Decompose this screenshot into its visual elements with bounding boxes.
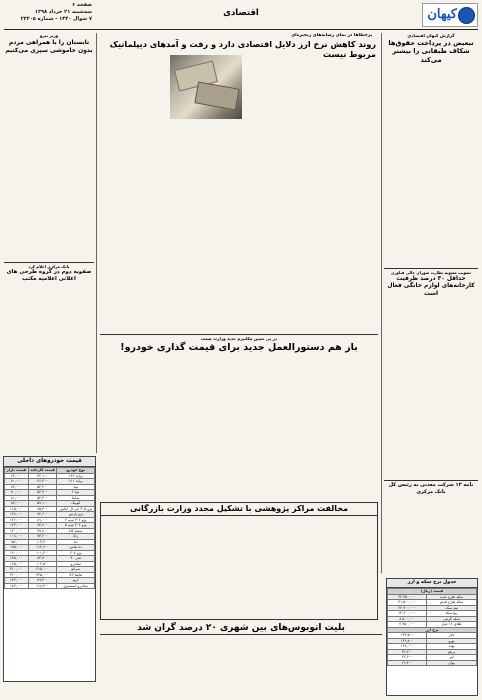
story-headline: حداقل ۳۰ درصد ظرفیت کارخانه‌های لوازم خانگی فعال است — [387, 275, 475, 297]
table-row — [5, 583, 95, 589]
table-cell: ۷۳,۲۰۰ — [28, 534, 57, 540]
table-cell: ۱۱۵,۰۰۰ — [5, 506, 29, 512]
table-cell: ۱۲۸,۰۰۰ — [5, 512, 29, 518]
table-cell: ۹۳,۸۰۰ — [28, 523, 57, 529]
car-price-grid — [4, 467, 95, 589]
table-cell: ربع سکه — [427, 611, 477, 617]
banknote-image — [194, 82, 239, 111]
table-cell: دنا — [57, 539, 95, 545]
table-cell: ۸۲,۶۰۰ — [28, 512, 57, 518]
table-cell: ساندرو — [57, 561, 95, 567]
table-cell: ۱۳۲,۰۰۰ — [5, 578, 29, 584]
masthead — [0, 0, 482, 34]
bus-fare-story — [100, 622, 382, 698]
table-cell: تیبا ۲ — [57, 490, 95, 496]
story-headline: باز هم دستورالعمل جدید برای قیمت گذاری خودرو! — [120, 342, 358, 353]
main-kicker: پرخطاها در نمای رسانه‌های زنجیره‌ای — [291, 33, 372, 38]
logo-wordmark: کیهان — [427, 7, 457, 22]
body-text — [100, 55, 166, 333]
right-lower-story — [384, 480, 478, 572]
currency-photo — [170, 55, 242, 119]
table-cell: ۸۰,۰۰۰ — [5, 490, 29, 496]
main-story — [100, 33, 378, 333]
main-headline: روند کاهش نرخ ارز دلایل اقتصادی دارد و رفت و آمدهای دیپلماتیک مربوط نیست — [109, 39, 376, 59]
table-cell: ۴۶,۳۰۰ — [28, 479, 57, 485]
table-cell: یوان — [427, 660, 477, 666]
table-cell: پژو ۲۰۶ تیپ ۲ — [57, 517, 95, 523]
section-header: نرخ ارز — [388, 627, 477, 633]
body-text — [170, 123, 242, 333]
logo-globe-icon — [458, 7, 475, 24]
issue-number: ۷ شوال ۱۴۴۰ - شماره ۲۲۲۰۵ — [20, 16, 92, 22]
table-cell: پژو ۲۰۷ — [57, 550, 95, 556]
table-cell: ۱۲۰,۰۰۰ — [5, 528, 29, 534]
table-cell: ۱۰۳,۴۰۰ — [28, 539, 57, 545]
commerce-ministry-box — [100, 502, 378, 620]
table-cell: ۳۶۰,۰۰۰ — [5, 572, 29, 578]
story-kicker: گزارش کیهان اقتصادی — [407, 33, 455, 38]
table-cell: پوند — [427, 644, 477, 650]
table-cell: ۷۷,۰۰۰ — [5, 484, 29, 490]
table-cell: سکه گرمی — [427, 616, 477, 622]
column-header: قیمت کارخانه — [28, 468, 57, 474]
table-cell: ۲۲,۶۰۰ — [388, 655, 427, 661]
story-headline: نامه ۱۳ شرکت معدنی به رئیس کل بانک مرکزی — [388, 482, 474, 495]
table-cell: ۷۷,۸۰۰ — [28, 528, 57, 534]
column-header: نوع خودرو — [57, 468, 95, 474]
body-text — [384, 293, 478, 478]
table-cell: درهم — [427, 649, 477, 655]
story-headline: بلیت اتوبوس‌های بین شهری ۲۰ درصد گران شد — [100, 622, 382, 635]
body-text — [194, 636, 284, 698]
table-cell: سکه طرح جدید — [427, 594, 477, 600]
table-cell: ۵۲,۴۰۰ — [28, 484, 57, 490]
table-cell: ۸۴,۷۰۰ — [28, 556, 57, 562]
coin-currency-grid — [387, 588, 477, 666]
table-cell: پژو ۴۰۵ جی ال ایکس — [57, 506, 95, 512]
issue-date: سه‌شنبه ۲۱ خرداد ۱۳۹۸ — [34, 9, 92, 15]
table-cell: ۱۴,۶۰۰,۰۰۰ — [388, 611, 427, 617]
table-cell: ۱۰۲,۵۰۰ — [28, 561, 57, 567]
story-kicker: بانک مرکزی اعلام کرد — [28, 264, 70, 269]
table-cell: ۵۳,۹۰۰ — [28, 490, 57, 496]
car-story — [100, 334, 378, 500]
masthead-logo — [422, 3, 478, 27]
table-cell: ۱۴۲,۰۰۰ — [5, 523, 29, 529]
left-mid-story — [4, 262, 94, 372]
box-headline: مخالفت مراکز پژوهشی با تشکیل مجدد وزارت بازرگانی — [101, 503, 377, 516]
column-divider — [96, 33, 97, 453]
table-cell: تندر ۹۰ — [57, 556, 95, 562]
table-cell: ۱۴۹,۸۰۰ — [388, 638, 427, 644]
story-headline: صفوبه دوم در گروه طرحی های اعلانی اعلامیه مکتب — [6, 269, 92, 283]
table-cell: ۸۱,۰۰۰ — [5, 495, 29, 501]
table-cell: ۸,۵۰۰,۰۰۰ — [388, 616, 427, 622]
table-cell: پژو پارس — [57, 512, 95, 518]
left-top-story — [4, 33, 94, 259]
table-cell: ۴۲,۳۵۰,۰۰۰ — [388, 594, 427, 600]
table-cell: سراتو — [57, 567, 95, 573]
table-cell: کوییک — [57, 501, 95, 507]
table-cell: لیر — [427, 655, 477, 661]
table-cell: ۳۶,۲۰۰ — [388, 649, 427, 655]
table-cell: سکه طرح قدیم — [427, 600, 477, 606]
factory-story — [384, 268, 478, 478]
table-cell: ۱۳۵,۰۰۰ — [5, 556, 29, 562]
story-kicker: تصویب مصوبه نظارت شورای عالی فناوری — [390, 270, 472, 275]
table-title: قیمت خودروهای داخلی — [4, 457, 95, 467]
table-cell: نیم سکه — [427, 605, 477, 611]
page-number: صفحه ۶ — [72, 2, 92, 8]
table-cell: پژو ۲۰۶ تیپ ۵ — [57, 523, 95, 529]
table-cell: ۱۱۸,۴۰۰ — [28, 583, 57, 589]
body-text — [196, 357, 284, 500]
table-cell: دلار — [427, 633, 477, 639]
table-cell: ۵۷,۱۰۰ — [28, 501, 57, 507]
column-header: قیمت بازار — [5, 468, 29, 474]
table-cell: ۴۲,۱۰۰ — [28, 473, 57, 479]
table-cell: ۱۶۵,۰۰۰ — [5, 561, 29, 567]
table-cell: ۴۱,۵۰۰,۰۰۰ — [388, 600, 427, 606]
table-cell: پراید ۱۳۱ — [57, 473, 95, 479]
story-kicker: وزیر نیرو — [39, 33, 59, 38]
table-cell: آریو — [57, 578, 95, 584]
table-cell: ۱۰۱,۲۰۰ — [28, 550, 57, 556]
right-column-story — [384, 33, 478, 265]
body-text — [4, 284, 94, 372]
section-title: اقتصادی — [223, 8, 259, 18]
table-cell: ۸۱,۰۰۰ — [28, 517, 57, 523]
table-cell: ۱۳۲,۵۰۰ — [388, 633, 427, 639]
table-cell: پراید ۱۱۱ — [57, 479, 95, 485]
story-kicker: در پی تعیین مکانیزم جدید وزارت صمت — [200, 336, 277, 341]
table-cell: ۸۹,۳۰۰ — [28, 578, 57, 584]
table-row — [388, 660, 477, 666]
table-cell: ۵۴,۲۰۰ — [28, 495, 57, 501]
table-cell: تیبا — [57, 484, 95, 490]
body-text — [290, 357, 378, 500]
body-text — [100, 636, 190, 698]
table-cell: ساینا — [57, 495, 95, 501]
table-cell: ۶۴,۰۰۰ — [5, 473, 29, 479]
car-price-table — [3, 456, 96, 682]
body-text — [4, 57, 94, 259]
table-cell: رانا — [57, 534, 95, 540]
body-text — [197, 518, 281, 616]
table-cell: ۱۸۲,۰۰۰ — [5, 583, 29, 589]
body-text — [246, 55, 378, 333]
column-divider — [381, 33, 382, 573]
table-cell: ۳۱۰,۰۰۰ — [5, 567, 29, 573]
body-text — [288, 636, 380, 698]
table-cell: ۱۹,۴۰۰ — [388, 660, 427, 666]
story-headline: تابستان را با همراهی مردم بدون خاموشی سپری می‌کنیم — [5, 38, 93, 54]
body-text — [100, 357, 190, 500]
table-cell: ۷۰,۰۰۰ — [5, 479, 29, 485]
table-cell: طلای ۱۸ عیار — [427, 622, 477, 628]
table-cell: یورو — [427, 638, 477, 644]
table-cell: ۱۵۶,۰۰۰ — [5, 539, 29, 545]
table-cell: ۲۱۵,۰۰۰ — [28, 567, 57, 573]
body-text — [289, 518, 373, 616]
table-cell: ۱۱۴,۶۰۰ — [28, 545, 57, 551]
masthead-rule — [4, 29, 478, 30]
table-cell: ۷۵,۳۰۰ — [28, 506, 57, 512]
table-cell: ۱۷۵,۰۰۰ — [5, 545, 29, 551]
story-headline: تبعیض در پرداخت حقوق‌ها شکاف طبقاتی را بیشتر می‌کند — [388, 39, 474, 64]
table-cell: ۳,۹۵۰,۰۰۰ — [388, 622, 427, 628]
table-cell: ۱۶۰,۰۰۰ — [5, 550, 29, 556]
table-cell: ۱۶۸,۰۰۰ — [388, 644, 427, 650]
table-cell: سمند LX — [57, 528, 95, 534]
section-header: قیمت (ریال) — [388, 589, 477, 595]
table-cell: ۸۷,۰۰۰ — [5, 501, 29, 507]
body-text — [384, 59, 478, 265]
body-text — [384, 496, 478, 572]
table-cell: ۱۲۶,۰۰۰ — [5, 517, 29, 523]
table-cell: ۲۴۵,۰۰۰ — [28, 572, 57, 578]
coin-currency-table — [386, 578, 478, 696]
table-cell: دنا پلاس — [57, 545, 95, 551]
table-cell: ۱۰۸,۰۰۰ — [5, 534, 29, 540]
body-text — [105, 518, 189, 616]
table-cell: ساندرو استپ‌وی — [57, 583, 95, 589]
left-lower-text — [4, 376, 94, 454]
table-title: جدول نرخ سکه و ارز — [387, 579, 477, 588]
table-cell: هایما S7 — [57, 572, 95, 578]
table-cell: ۲۲,۹۰۰,۰۰۰ — [388, 605, 427, 611]
